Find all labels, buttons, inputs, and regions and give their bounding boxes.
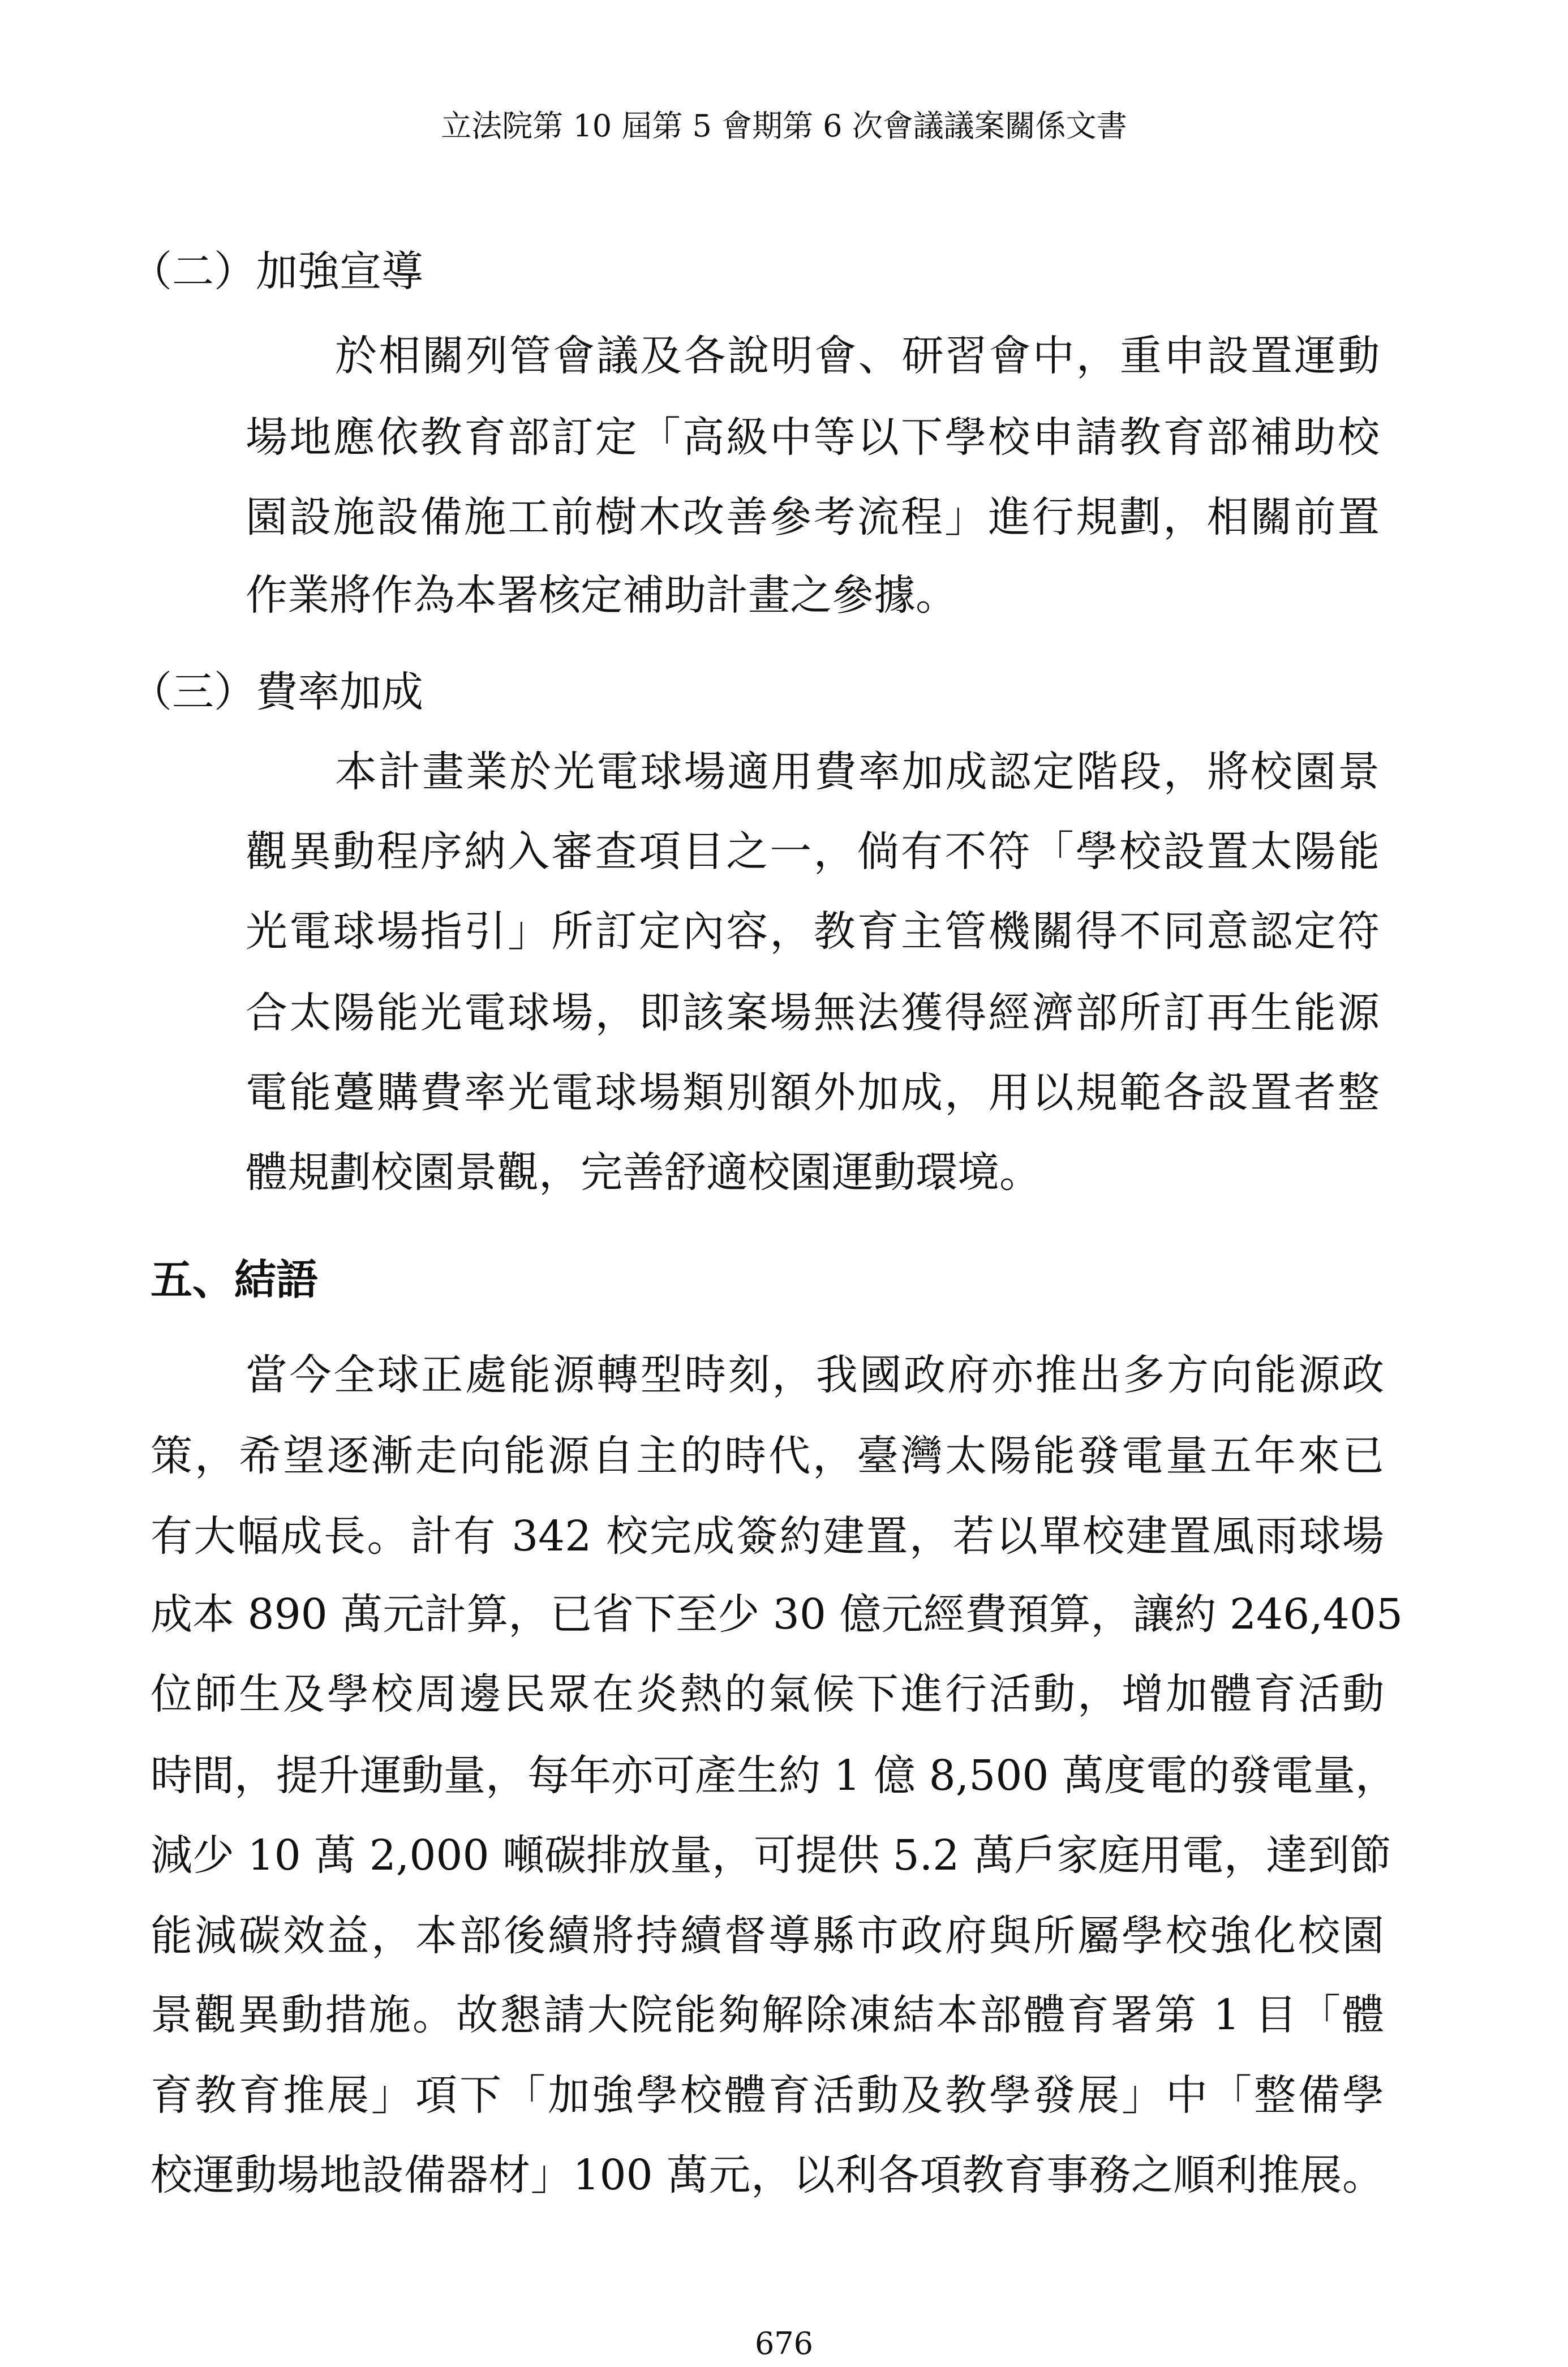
- document-header: 立法院第 10 屆第 5 會期第 6 次會議議案關係文書: [441, 108, 1127, 144]
- paragraph-line: 觀異動程序納入審查項目之一，倘有不符「學校設置太陽能: [246, 827, 1380, 876]
- paragraph-line: 有大幅成長。計有 342 校完成簽約建置，若以單校建置風雨球場: [151, 1512, 1384, 1561]
- paragraph-line: 體規劃校園景觀，完善舒適校園運動環境。: [246, 1148, 1041, 1197]
- paragraph-line: 成本 890 萬元計算，已省下至少 30 億元經費預算，讓約 246,405: [151, 1590, 1403, 1639]
- paragraph-line: 減少 10 萬 2,000 噸碳排放量，可提供 5.2 萬戶家庭用電，達到節: [151, 1831, 1391, 1880]
- paragraph-line: 景觀異動措施。故懇請大院能夠解除凍結本部體育署第 1 目「體: [151, 1991, 1384, 2039]
- paragraph-line: 園設施設備施工前樹木改善參考流程」進行規劃，相關前置: [246, 493, 1380, 542]
- paragraph-line: 當今全球正處能源轉型時刻，我國政府亦推出多方向能源政: [246, 1351, 1384, 1399]
- paragraph-line: 育教育推展」項下「加強學校體育活動及教學發展」中「整備學: [151, 2071, 1384, 2120]
- section-heading-publicity: （二）加強宣導: [130, 247, 423, 296]
- paragraph-line: 場地應依教育部訂定「高級中等以下學校申請教育部補助校: [246, 413, 1380, 462]
- page-number: 676: [754, 2326, 814, 2361]
- paragraph-line: 作業將作為本署核定補助計畫之參據。: [246, 571, 957, 620]
- paragraph-line: 位師生及學校周邊民眾在炎熱的氣候下進行活動，增加體育活動: [151, 1670, 1384, 1719]
- paragraph-line: 能減碳效益，本部後續將持續督導縣市政府與所屬學校強化校園: [151, 1911, 1384, 1960]
- section-heading-rate-bonus: （三）費率加成: [130, 668, 423, 716]
- section-heading-conclusion: 五、結語: [151, 1256, 318, 1304]
- paragraph-line: 於相關列管會議及各說明會、研習會中，重申設置運動: [335, 332, 1380, 380]
- paragraph-line: 時間，提升運動量，每年亦可產生約 1 億 8,500 萬度電的發電量，: [151, 1751, 1398, 1800]
- paragraph-line: 校運動場地設備器材」100 萬元，以利各項教育事務之順利推展。: [151, 2151, 1384, 2200]
- paragraph-line: 本計畫業於光電球場適用費率加成認定階段，將校園景: [335, 748, 1380, 796]
- paragraph-line: 策，希望逐漸走向能源自主的時代，臺灣太陽能發電量五年來已: [151, 1432, 1384, 1480]
- paragraph-line: 光電球場指引」所訂定內容，教育主管機關得不同意認定符: [246, 907, 1380, 956]
- paragraph-line: 電能躉購費率光電球場類別額外加成，用以規範各設置者整: [246, 1068, 1380, 1117]
- paragraph-line: 合太陽能光電球場，即該案場無法獲得經濟部所訂再生能源: [246, 989, 1380, 1037]
